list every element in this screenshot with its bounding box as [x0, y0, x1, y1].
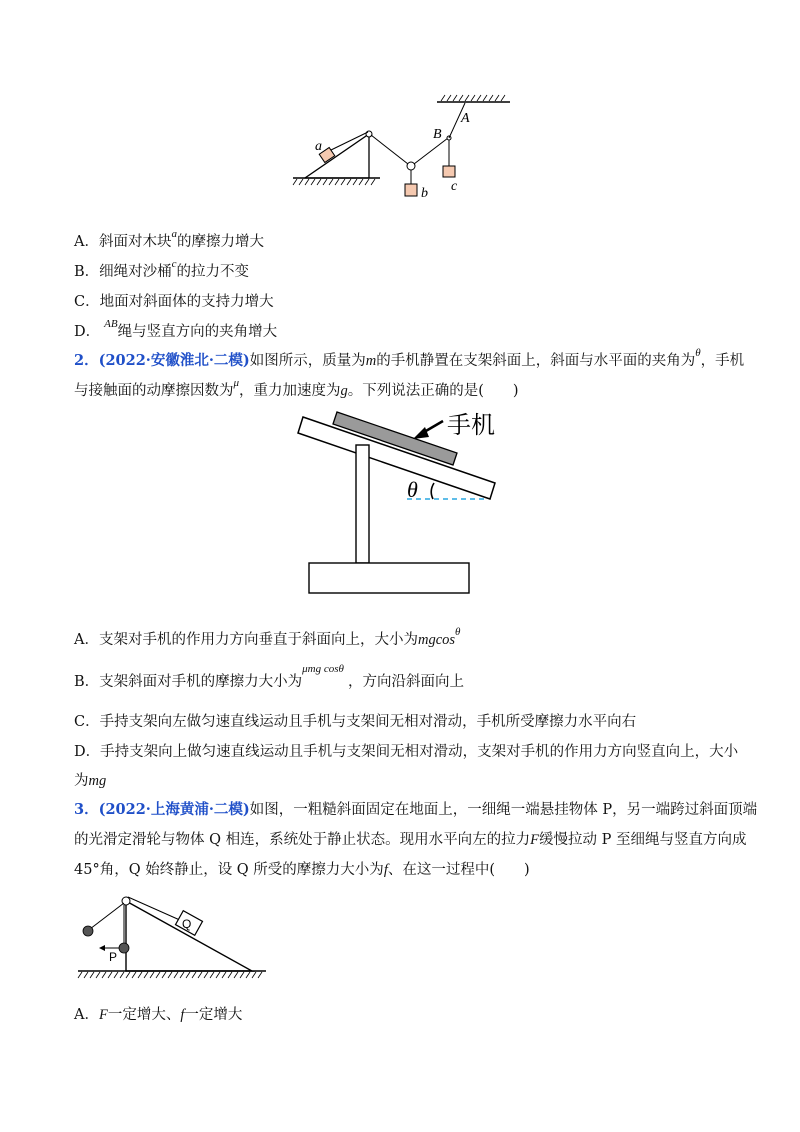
figure-1-pulley-system [285, 92, 525, 204]
q1-option-d[interactable]: D． $^{AB}$绳与竖直方向的夹角增大 [74, 318, 278, 340]
q2-stem-line1: 2．(2022·安徽淮北·二模)如图所示，质量为m的手机静置在支架斜面上，斜面与水平面的夹角为$^\theta$，手机 [74, 347, 745, 369]
q1-option-a[interactable]: A．斜面对木块$^a$的摩擦力增大 [74, 228, 264, 250]
q2-source: (2022·安徽淮北·二模) [98, 352, 250, 369]
q2-option-b[interactable]: B．支架斜面对手机的摩擦力大小为$^{\mu mg cos\theta}$，方向沿斜面向上 [74, 663, 464, 690]
q3-number: 3． [74, 801, 99, 818]
figure-2-phone-stand [295, 405, 510, 600]
q2-number: 2． [74, 352, 99, 369]
figure2-label-phone: 手机 [447, 411, 495, 439]
figure3-label-Q: Q [182, 917, 192, 931]
figure2-label-theta: θ [407, 477, 418, 502]
figure-3-incline-pulley [74, 885, 274, 987]
q3-stem-line1: 3．(2022·上海黄浦·二模)如图，一粗糙斜面固定在地面上，一细绳一端悬挂物体 P，另一端跨过斜面顶端 [74, 801, 758, 818]
q3-source: (2022·上海黄浦·二模) [98, 801, 250, 818]
q2-stem-line2: 与接触面的动摩擦因数为$^\mu$，重力加速度为g。下列说法正确的是( ) [74, 377, 519, 399]
label-a: a [315, 139, 322, 154]
q1-option-b[interactable]: B．细绳对沙桶$^c$的拉力不变 [74, 258, 250, 280]
figure3-label-P: P [109, 950, 118, 964]
q2-option-d-cont: 为mg [74, 773, 107, 789]
label-c: c [451, 179, 458, 194]
q3-option-a[interactable]: A．F一定增大、f一定增大 [74, 1007, 243, 1023]
label-B: B [433, 127, 442, 142]
q3-stem-line3: 45°角，Q 始终静止，设 Q 所受的摩擦力大小为f、在这一过程中( ) [74, 862, 530, 878]
q1-option-c[interactable]: C．地面对斜面体的支持力增大 [74, 294, 274, 310]
label-A: A [461, 111, 470, 126]
q2-option-d[interactable]: D．手持支架向上做匀速直线运动且手机与支架间无相对滑动，支架对手机的作用力方向竖直向上，大小 [74, 744, 739, 760]
q2-option-a[interactable]: A．支架对手机的作用力方向垂直于斜面向上，大小为mgcos$^\theta$ [74, 626, 461, 648]
q3-stem-line2: 的光滑定滑轮与物体 Q 相连，系统处于静止状态。现用水平向左的拉力F缓慢拉动 P 至细绳与竖直方向成 [74, 832, 747, 848]
label-b: b [421, 186, 428, 201]
q2-option-c[interactable]: C．手持支架向左做匀速直线运动且手机与支架间无相对滑动，手机所受摩擦力水平向右 [74, 714, 637, 730]
